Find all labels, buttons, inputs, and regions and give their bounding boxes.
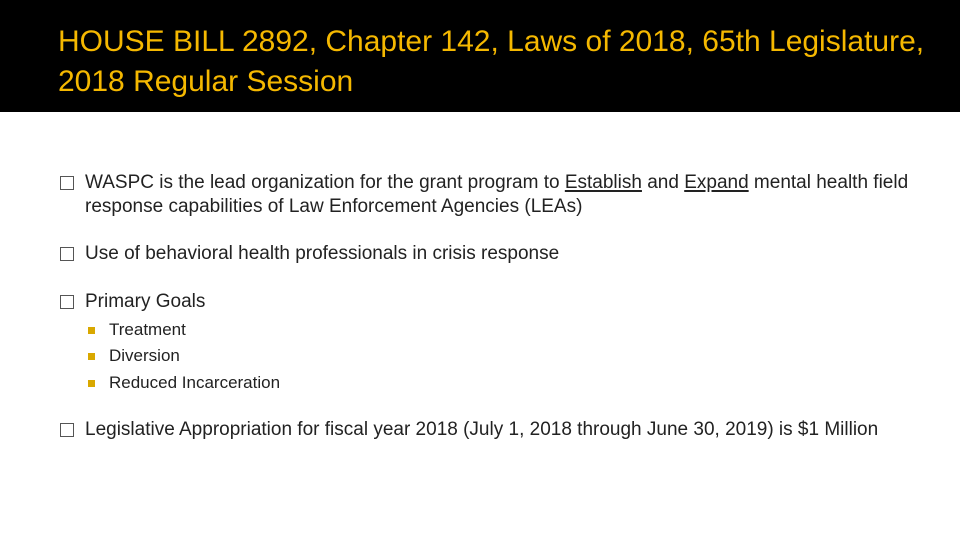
bullet-text: Primary Goals <box>85 291 206 312</box>
bullet-behavioral-health <box>60 242 920 266</box>
square-bullet-icon <box>88 380 95 387</box>
bullet-box-icon <box>60 295 74 309</box>
bullet-text: Use of behavioral health professionals in crisis response <box>85 243 560 264</box>
establish-underlined: Establish <box>564 172 642 193</box>
slide-title: HOUSE BILL 2892, Chapter 142, Laws of 2018, 65th Legislature, 2018 Regular Session <box>58 25 925 98</box>
bullet-primary-goals <box>60 290 920 314</box>
bullet-box-icon <box>60 176 74 190</box>
square-bullet-icon <box>88 327 95 334</box>
bullet-waspc <box>60 171 920 219</box>
sub-item-diversion: Diversion <box>88 343 180 369</box>
bullet-appropriation <box>60 418 920 442</box>
square-bullet-icon <box>88 353 95 360</box>
bullet-text: WASPC is the lead organization for the grant program to Establish and Expand mental health field response capabilities of Law Enforcement Agencies (LEAs) <box>85 172 909 217</box>
sub-item-reduced-incarceration: Reduced Incarceration <box>88 370 280 396</box>
sub-item-treatment: Treatment <box>88 317 186 343</box>
bullet-text: Legislative Appropriation for fiscal year 2018 (July 1, 2018 through June 30, 2019) is $1 Million <box>85 419 879 440</box>
expand-underlined: Expand <box>684 172 749 193</box>
bullet-box-icon <box>60 423 74 437</box>
bullet-box-icon <box>60 247 74 261</box>
